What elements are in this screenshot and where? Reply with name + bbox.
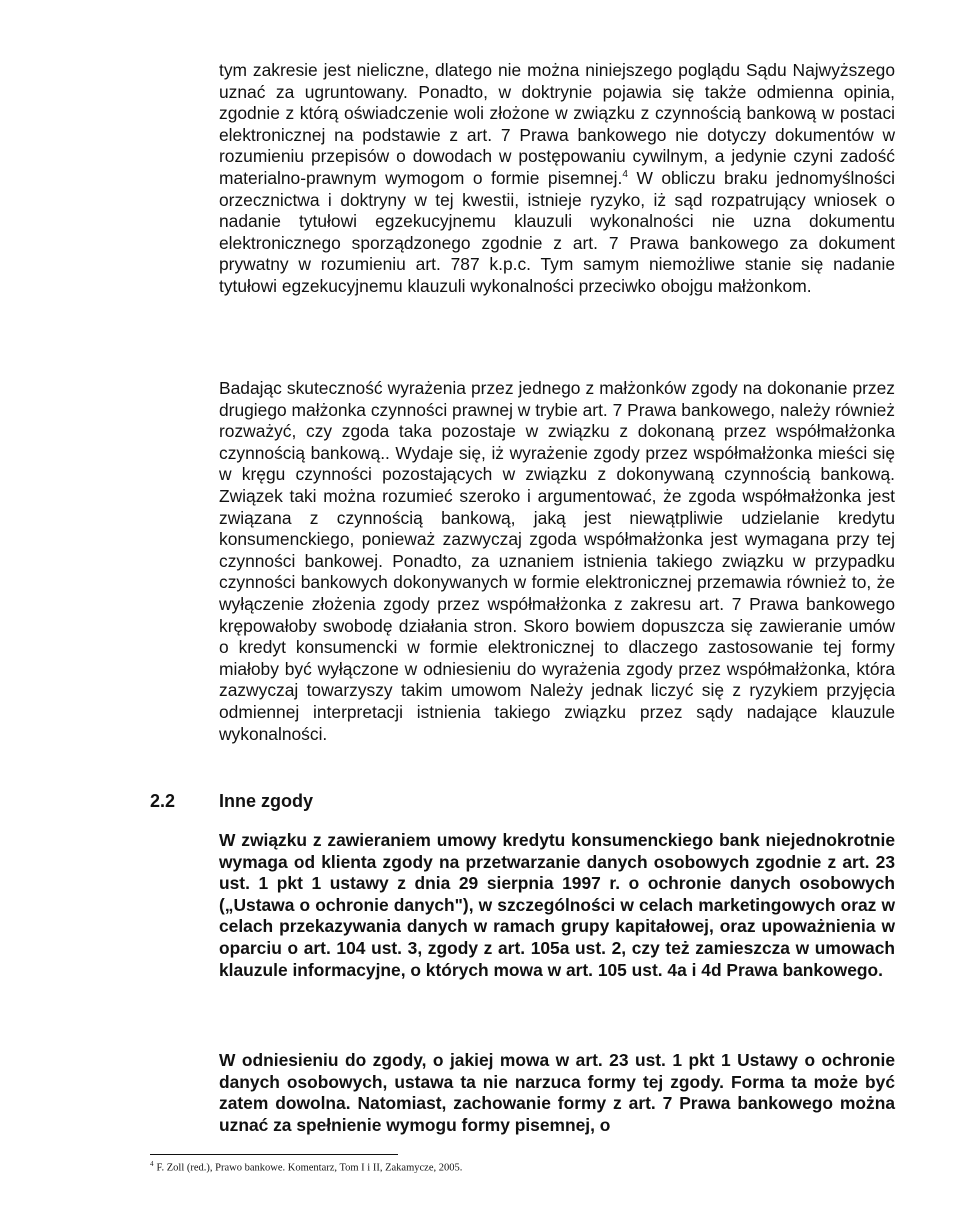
footnote-reference[interactable]: 4: [622, 169, 628, 181]
footnote: [150, 1160, 462, 1174]
paragraph-2: Badając skuteczność wyrażenia przez jednego z małżonków zgody na dokonanie przez drugiego małżonka czynności prawnej w trybie art. 7 Prawa bankowego, należy również rozważyć, czy zgoda taka pozostaje w związku z dokonaną przez współmałżonka czynnością bankową.. Wydaje się, iż wyrażenie zgody przez współmałżonka mieści się w kręgu czynności pozostających w związku z dokonywaną czynnością bankową. Związek taki można rozumieć szeroko i argumentować, że zgoda współmałżonka jest związana z czynnością bankową, jaką jest niewątpliwie udzielanie kredytu konsumenckiego, ponieważ zazwyczaj zgoda współmałżonka jest wymagana przy tej czynności bankowej. Ponadto, za uznaniem istnienia takiego związku w przypadku czynności bankowych dokonywanych w formie elektronicznej przemawia również to, że wyłączenie złożenia zgody przez współmałżonka z zakresu art. 7 Prawa bankowego krępowałoby swobodę działania stron. Skoro bowiem dopuszcza się zawieranie umów o kredyt konsumencki w formie elektronicznej to dlaczego zastosowanie tej formy miałoby być wyłączone w odniesieniu do wyrażenia zgody przez współmałżonka, która zazwyczaj towarzyszy takim umowom Należy jednak liczyć się z ryzykiem przyjęcia odmiennej interpretacji istnienia takiego związku przez sądy nadające klauzule wykonalności.: [219, 378, 895, 744]
footnote-mark: 4: [150, 1160, 154, 1168]
footnote-text: F. Zoll (red.), Prawo bankowe. Komentarz, Tom I i II, Zakamycze, 2005.: [156, 1162, 463, 1174]
paragraph-1-text-a: tym zakresie jest nieliczne, dlatego nie można niniejszego poglądu Sądu Najwyższego uznać za ugruntowany. Ponadto, w doktrynie pojawia się także odmienna opinia, zgodnie z którą oświadczenie woli złożone w związku z czynnością bankową w postaci elektronicznej na podstawie z art. 7 Prawa bankowego nie dotyczy dokumentów w rozumieniu przepisów o dowodach w postępowaniu cywilnym, a jedynie czyni zadość materialno-prawnym wymogom o formie pisemnej.: [219, 60, 895, 188]
paragraph-1-text-b: W obliczu braku jednomyślności orzecznictwa i doktryny w tej kwestii, istnieje ryzyko, iż sąd rozpatrujący wniosek o nadanie tytułowi egzekucyjnemu klauzuli wykonalności nie uzna dokumentu elektronicznego sporządzonego zgodnie z art. 7 Prawa bankowego za dokument prywatny w rozumieniu art. 787 k.p.c. Tym samym niemożliwe stanie się nadanie tytułowi egzekucyjnemu klauzuli wykonalności przeciwko obojgu małżonkom.: [219, 167, 895, 296]
section-number: 2.2: [150, 791, 176, 811]
section-title: Inne zgody: [219, 791, 313, 811]
paragraph-1: [219, 60, 895, 298]
paragraph-3: W związku z zawieraniem umowy kredytu konsumenckiego bank niejednokrotnie wymaga od klienta zgody na przetwarzanie danych osobowych zgodnie z art. 23 ust. 1 pkt 1 ustawy z dnia 29 sierpnia 1997 r. o ochronie danych osobowych („Ustawa o ochronie danych"), w szczególności w celach marketingowych oraz w celach przekazywania danych w ramach grupy kapitałowej, oraz upoważnienia w oparciu o art. 104 ust. 3, zgody z art. 105a ust. 2, czy też zamieszcza w umowach klauzule informacyjne, o których mowa w art. 105 ust. 4a i 4d Prawa bankowego.: [219, 830, 895, 980]
paragraph-4: W odniesieniu do zgody, o jakiej mowa w art. 23 ust. 1 pkt 1 Ustawy o ochronie danych osobowych, ustawa ta nie narzuca formy tej zgody. Forma ta może być zatem dowolna. Natomiast, zachowanie formy z art. 7 Prawa bankowego można uznać za spełnienie wymogu formy pisemnej, o: [219, 1050, 895, 1135]
footnote-separator: [150, 1154, 398, 1155]
